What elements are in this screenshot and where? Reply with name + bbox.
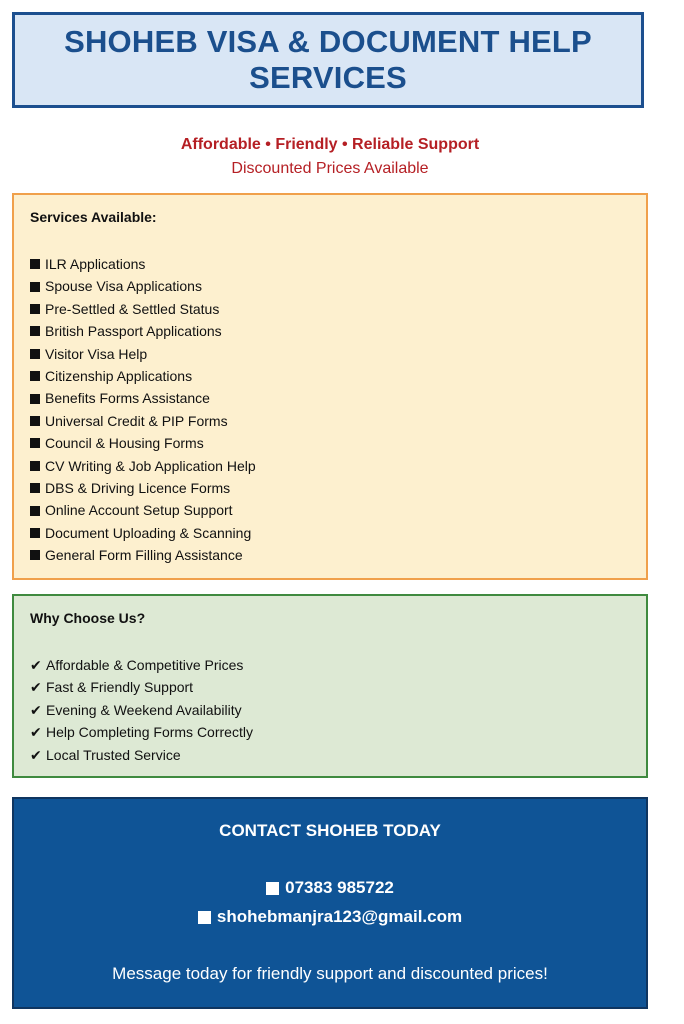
- benefit-label: Affordable & Competitive Prices: [46, 657, 244, 673]
- list-item: [30, 343, 630, 365]
- list-item: [30, 477, 630, 499]
- benefit-label: Local Trusted Service: [46, 746, 181, 763]
- tagline: Affordable • Friendly • Reliable Support: [180, 136, 480, 153]
- service-label: Council & Housing Forms: [45, 435, 204, 452]
- list-item: [30, 410, 630, 432]
- black-square-icon: [30, 394, 40, 404]
- services-heading: Services Available:: [30, 209, 157, 225]
- contact-section: [12, 797, 648, 1009]
- black-square-icon: [30, 483, 40, 493]
- black-square-icon: [30, 461, 40, 471]
- check-icon: ✔: [30, 679, 42, 696]
- white-square-icon: [266, 882, 279, 895]
- service-label: CV Writing & Job Application Help: [45, 457, 256, 474]
- service-label: Citizenship Applications: [45, 368, 193, 385]
- check-icon: ✔: [30, 657, 42, 673]
- header-banner: [12, 12, 644, 108]
- service-label: Universal Credit & PIP Forms: [45, 412, 228, 429]
- why-choose-section: [12, 594, 648, 778]
- discount-note: Discounted Prices Available: [231, 160, 429, 177]
- black-square-icon: [30, 259, 40, 269]
- service-label: ILR Applications: [45, 256, 146, 272]
- benefit-label: Fast & Friendly Support: [46, 679, 194, 696]
- black-square-icon: [30, 550, 40, 560]
- list-item: [30, 721, 630, 743]
- check-icon: ✔: [30, 746, 42, 763]
- list-item: [30, 275, 630, 297]
- list-item: [30, 455, 630, 477]
- service-label: Online Account Setup Support: [45, 502, 233, 519]
- black-square-icon: [30, 282, 40, 292]
- list-item: [30, 298, 630, 320]
- page-title: SHOHEB VISA & DOCUMENT HELP SERVICES: [64, 24, 592, 95]
- black-square-icon: [30, 528, 40, 538]
- service-label: British Passport Applications: [45, 323, 222, 340]
- phone-line: [14, 878, 646, 898]
- list-item: [30, 676, 630, 698]
- black-square-icon: [30, 326, 40, 336]
- list-item: [30, 744, 630, 766]
- black-square-icon: [30, 416, 40, 426]
- list-item: [30, 387, 630, 409]
- contact-heading: CONTACT SHOHEB TODAY: [219, 821, 441, 840]
- list-item: [30, 522, 630, 544]
- email-address: shohebmanjra123@gmail.com: [216, 907, 463, 926]
- service-label: Visitor Visa Help: [45, 345, 148, 362]
- phone-number: 07383 985722: [285, 878, 394, 897]
- list-item: [30, 365, 630, 387]
- contact-message: Message today for friendly support and discounted prices!: [112, 964, 548, 983]
- why-heading: Why Choose Us?: [30, 610, 146, 626]
- black-square-icon: [30, 371, 40, 381]
- white-square-icon: [198, 911, 211, 924]
- benefit-label: Help Completing Forms Correctly: [46, 724, 253, 741]
- services-section: [12, 193, 648, 580]
- list-item: [30, 432, 630, 454]
- service-label: Benefits Forms Assistance: [45, 390, 210, 407]
- list-item: [30, 499, 630, 521]
- list-item: [30, 253, 630, 275]
- list-item: [30, 699, 630, 721]
- services-list: [30, 253, 630, 567]
- email-line: [14, 907, 646, 927]
- service-label: Document Uploading & Scanning: [45, 524, 252, 541]
- service-label: Pre-Settled & Settled Status: [45, 300, 220, 317]
- check-icon: ✔: [30, 724, 42, 741]
- check-icon: ✔: [30, 701, 42, 718]
- list-item: [30, 654, 630, 676]
- service-label: Spouse Visa Applications: [45, 278, 202, 295]
- black-square-icon: [30, 304, 40, 314]
- black-square-icon: [30, 349, 40, 359]
- black-square-icon: [30, 438, 40, 448]
- service-label: DBS & Driving Licence Forms: [45, 480, 231, 497]
- black-square-icon: [30, 506, 40, 516]
- list-item: [30, 544, 630, 566]
- benefit-label: Evening & Weekend Availability: [46, 701, 242, 718]
- why-list: [30, 654, 630, 766]
- service-label: General Form Filling Assistance: [45, 547, 243, 564]
- list-item: [30, 320, 630, 342]
